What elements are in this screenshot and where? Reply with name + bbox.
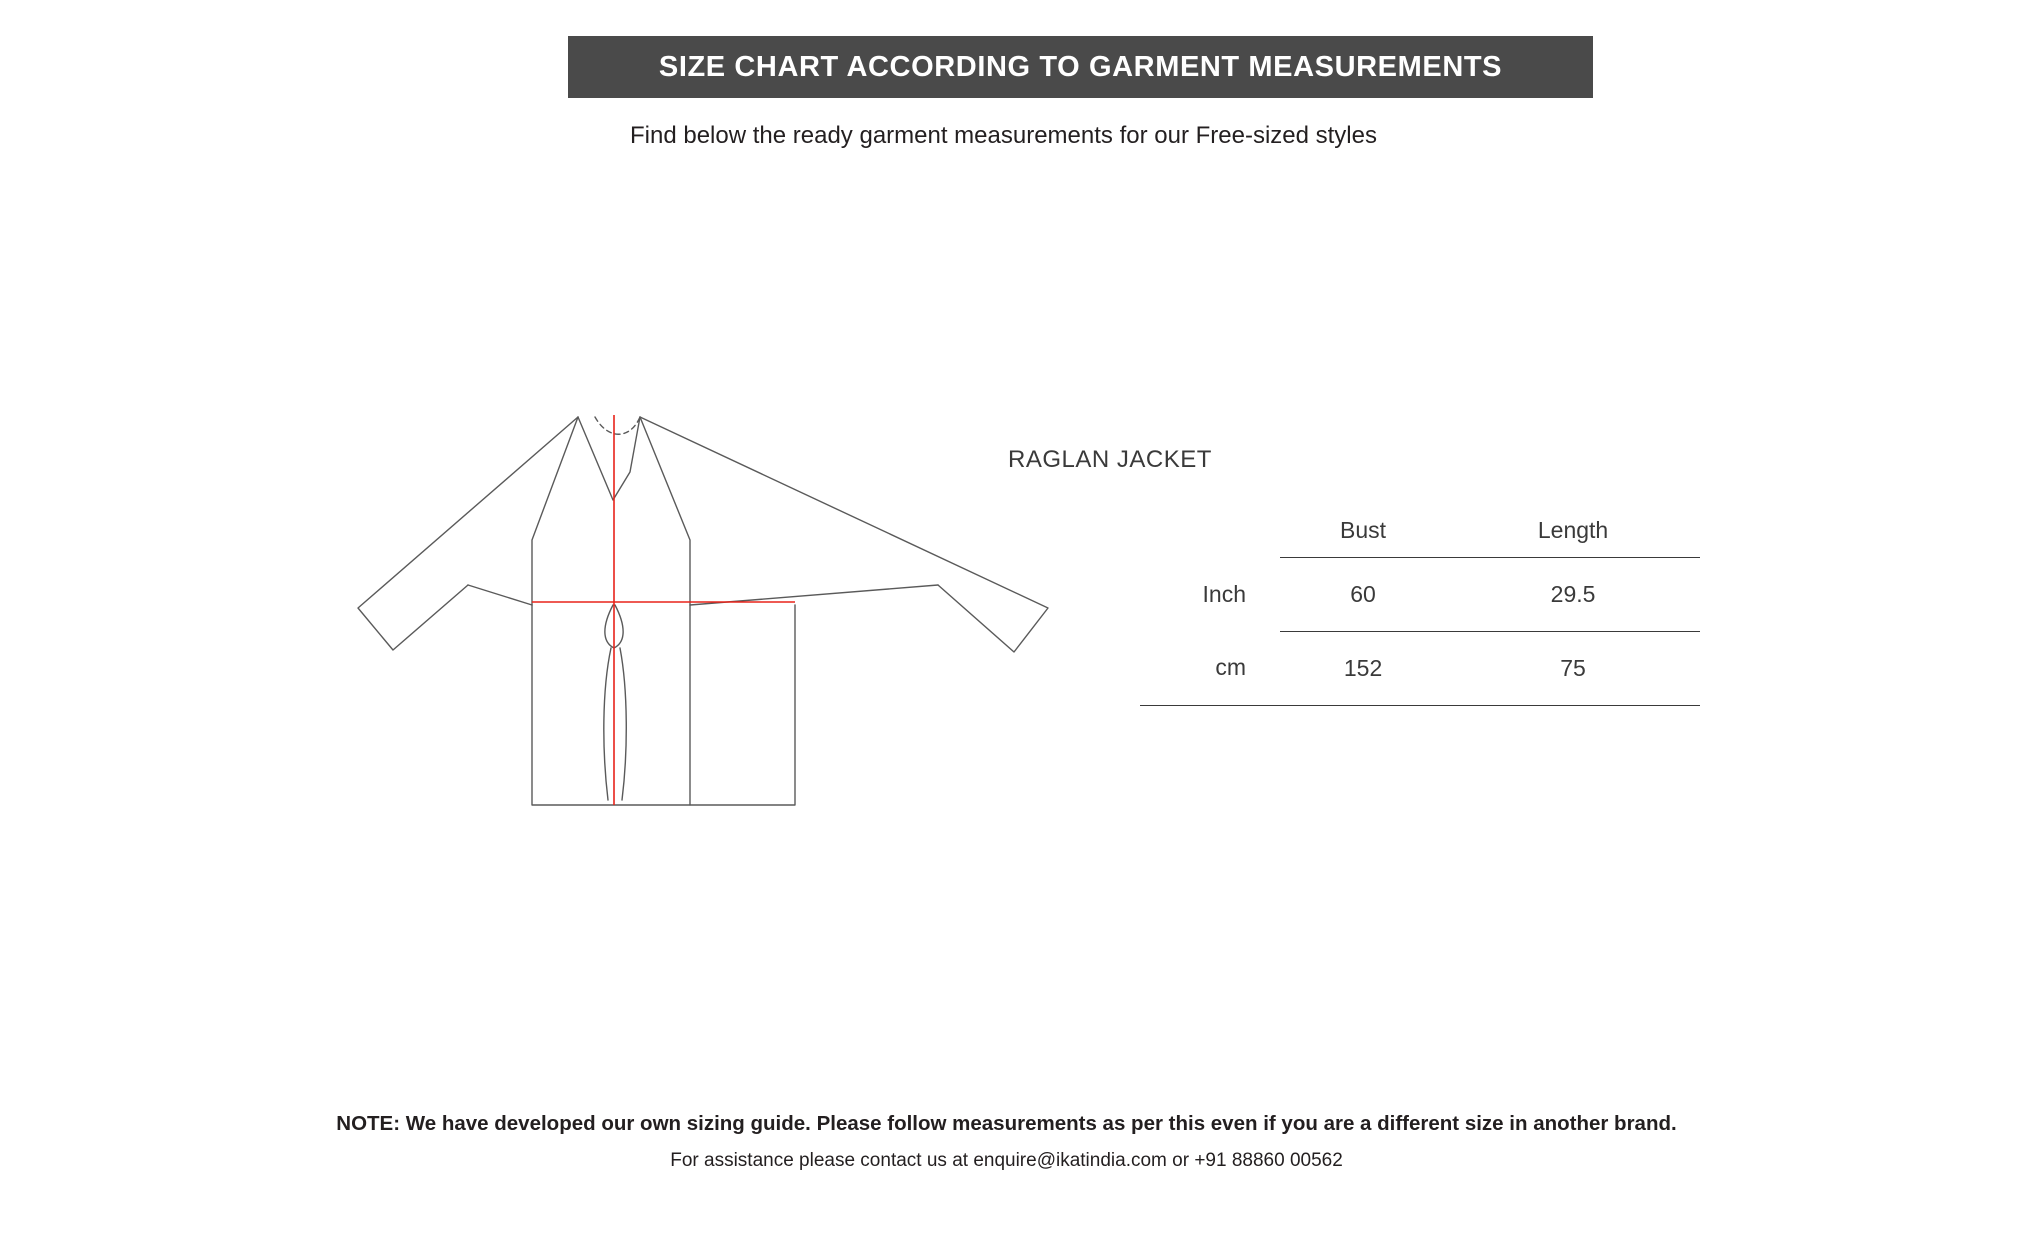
row-label-cm: cm	[1140, 631, 1280, 705]
contact-info-text: For assistance please contact us at enquire@ikatindia.com or +91 88860 00562	[670, 1150, 1343, 1171]
garment-illustration	[330, 380, 1090, 850]
table-row	[1140, 631, 1700, 705]
page-title: SIZE CHART ACCORDING TO GARMENT MEASUREMENTS	[658, 50, 1503, 83]
sizing-note	[0, 1112, 2025, 1136]
cell-cm-bust: 152	[1280, 631, 1446, 705]
table-header-row	[1140, 505, 1700, 557]
cell-inch-bust: 60	[1280, 557, 1446, 631]
garment-name: RAGLAN JACKET	[1008, 446, 1212, 473]
subtitle	[0, 122, 2025, 150]
cell-inch-length: 29.5	[1446, 557, 1700, 631]
contact-info	[0, 1150, 2025, 1172]
sizing-note-text: NOTE: We have developed our own sizing guide. Please follow measurements as per this even if you are a different size in another brand.	[336, 1112, 1677, 1135]
table-row	[1140, 557, 1700, 631]
column-header-bust: Bust	[1340, 517, 1387, 544]
column-header-length: Length	[1537, 517, 1609, 544]
column-header-unit	[1140, 505, 1280, 557]
measurements-table	[1140, 505, 1700, 706]
row-label-inch: Inch	[1202, 580, 1246, 607]
cell-cm-length: 75	[1446, 631, 1700, 705]
size-chart-banner	[568, 36, 1593, 98]
subtitle-text: Find below the ready garment measurements for our Free-sized styles	[630, 122, 1377, 149]
